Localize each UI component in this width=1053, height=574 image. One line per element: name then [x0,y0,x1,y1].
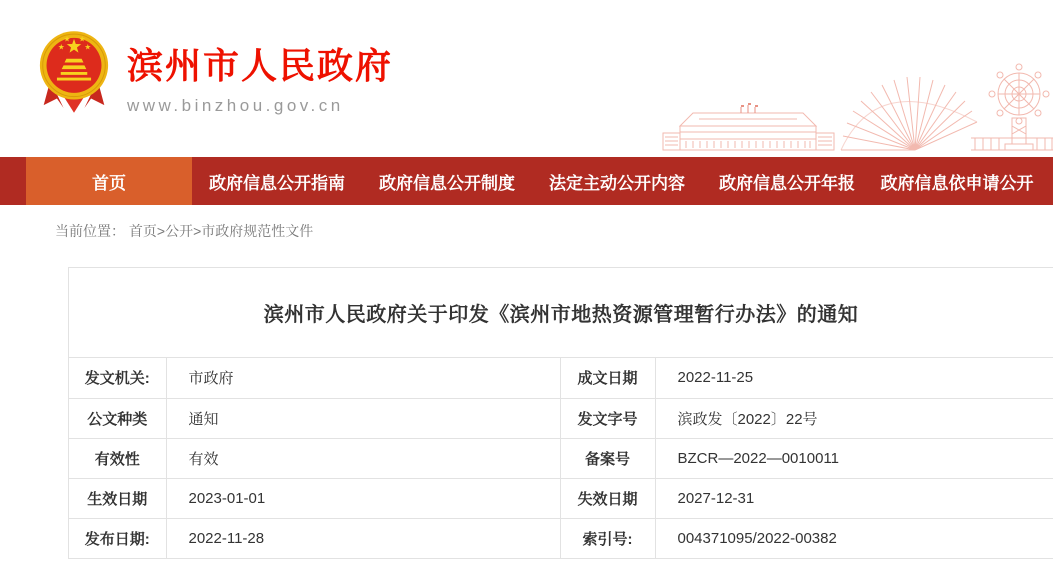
nav-tab-info-disclosure-guide[interactable]: 政府信息公开指南 [209,173,345,193]
field-label: 公文种类 [69,398,166,438]
svg-text:★: ★ [63,34,71,44]
field-label: 有效性 [69,438,166,478]
field-label: 生效日期 [69,478,166,518]
field-value: 通知 [166,398,560,438]
svg-text:★: ★ [78,34,86,44]
table-row [69,438,1053,478]
field-value: 2022-11-25 [677,369,754,387]
nav-tab-statutory-disclosure[interactable]: 法定主动公开内容 [549,173,685,193]
document-title: 滨州市人民政府关于印发《滨州市地热资源管理暂行办法》的通知 [69,268,1053,358]
field-label: 失效日期 [560,478,655,518]
document-meta-table [69,358,1053,558]
site-name: 滨州市人民政府 [127,45,394,86]
field-label: 发文字号 [560,398,655,438]
nav-tab-annual-report[interactable]: 政府信息公开年报 [719,173,855,193]
table-row [69,518,1053,558]
field-value: 004371095/2022-00382 [655,518,1053,558]
nav-tab-home[interactable]: 首页 [26,157,192,205]
field-value: 2022-11-28 [166,518,560,558]
nav-spacer [0,157,26,205]
svg-text:★: ★ [57,42,65,52]
field-label: 备案号 [560,438,655,478]
field-label: 索引号: [560,518,655,558]
field-label: 发布日期: [69,518,166,558]
site-header [0,0,1053,157]
field-value: 2023-01-01 [166,478,560,518]
field-label: 成文日期 [560,358,655,398]
main-nav [0,157,1053,205]
nav-tab-disclosure-upon-request[interactable]: 政府信息依申请公开 [880,173,1034,193]
table-row [69,358,1053,398]
site-url: www.binzhou.gov.cn [127,96,344,115]
svg-text:★: ★ [84,42,92,52]
document-info-card [68,267,1053,559]
field-value: 2027-12-31 [655,478,1053,518]
table-row [69,398,1053,438]
field-value: BZCR—2022—0010011 [655,438,1053,478]
site-title-block [127,26,393,116]
breadcrumb-label: 当前位置： [55,223,125,239]
breadcrumb [0,205,1053,239]
breadcrumb-path[interactable]: 首页>公开>市政府规范性文件 [128,223,314,239]
national-emblem-icon [38,26,110,118]
nav-tab-info-disclosure-system[interactable]: 政府信息公开制度 [379,173,515,193]
field-value: 市政府 [166,358,560,398]
field-value: 滨政发〔2022〕22号 [655,398,1053,438]
table-row [69,478,1053,518]
home-logo-link[interactable] [38,26,393,118]
field-label: 发文机关: [69,358,166,398]
city-landmarks-illustration [653,20,1053,155]
field-value: 有效 [166,438,560,478]
